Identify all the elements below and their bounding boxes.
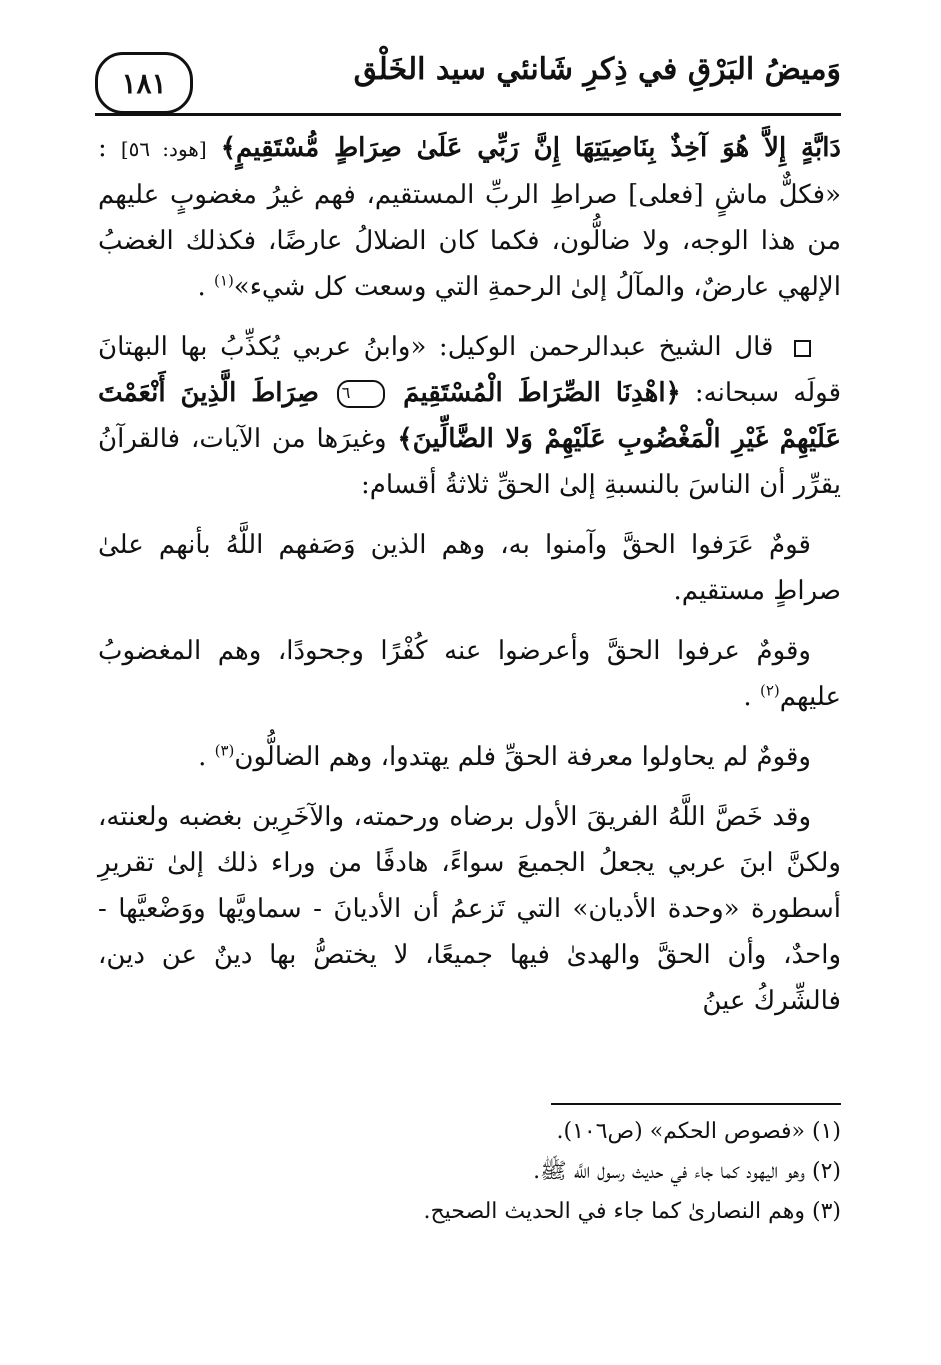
footnotes: [98, 1112, 841, 1232]
quran-verse: ﴿اهْدِنَا الصِّرَاطَ الْمُسْتَقِيمَ: [403, 378, 681, 408]
paragraph-5: [98, 734, 841, 780]
paragraph-text: : «فكلٌّ ماشٍ [فعلى] صراطِ الربِّ المستقيم، فهم غيرُ مغضوبٍ عليهم من هذا الوجه، ولا ضالُّون، فكما كان الضلالُ عارضًا، فكذلك الغضبُ الإلهي عارضٌ، والمآلُ إلىٰ الرحمةِ التي وسعت كل شيء»: [98, 133, 841, 302]
verse-reference: [هود: ٥٦]: [120, 137, 207, 161]
header-rule: [95, 113, 841, 116]
paragraph-2: [98, 324, 841, 508]
paragraph-4: [98, 628, 841, 720]
main-text: [98, 125, 841, 1038]
ayah-number-marker: ٦: [337, 380, 385, 408]
footnote: (١) «فصوص الحكم» (ص١٠٦).: [556, 1119, 841, 1144]
footnote: (٢) وهو اليهود كما جاء في حديث رسول اللَّه ﷺ.: [533, 1159, 841, 1184]
footnote-marker: (٢): [759, 681, 780, 700]
paragraph-end: .: [197, 272, 215, 302]
paragraph-text: وغيرَها من الآيات، فالقرآنُ يقرِّر أن الناسَ بالنسبةِ إلىٰ الحقِّ ثلاثةُ أقسام:: [98, 424, 841, 500]
paragraph-text: وقومٌ عرفوا الحقَّ وأعرضوا عنه كُفْرًا وجحودًا، وهم المغضوبُ عليهم: [98, 636, 841, 712]
quran-verse: دَابَّةٍ إِلاَّ هُوَ آخِذٌ بِنَاصِيَتِهَا إِنَّ رَبِّي عَلَىٰ صِرَاطٍ مُّسْتَقِيمٍ﴾: [220, 133, 842, 163]
footnote-rule: [551, 1103, 841, 1105]
paragraph-text: وقومٌ لم يحاولوا معرفة الحقِّ فلم يهتدوا، وهم الضالُّون: [234, 742, 811, 772]
paragraph-3: قومٌ عَرَفوا الحقَّ وآمنوا به، وهم الذين وَصَفهم اللَّهُ بأنهم علىٰ صراطٍ مستقيم.: [98, 530, 841, 606]
running-title: وَميضُ البَرْقِ في ذِكرِ شَانئي سيد الخَلْق: [353, 52, 841, 87]
paragraph-1: [98, 125, 841, 310]
footnote-marker: (٣): [214, 741, 235, 760]
page-number: ١٨١: [95, 52, 193, 114]
paragraph-end: .: [743, 682, 760, 712]
footnote: (٣) وهم النصارىٰ كما جاء في الحديث الصحيح.: [423, 1199, 841, 1224]
footnote-marker: (١): [214, 271, 234, 290]
page-header: [95, 40, 841, 120]
paragraph-end: .: [198, 742, 215, 772]
square-bullet-icon: [794, 340, 811, 357]
quran-verse: صِرَاطَ الَّذِينَ أَنْعَمْتَ عَلَيْهِمْ غَيْرِ الْمَغْضُوبِ عَلَيْهِمْ وَلا الضَّالِّينَ﴾: [98, 378, 842, 454]
paragraph-text: قال الشيخ عبدالرحمن الوكيل: «وابنُ عربي يُكذِّبُ بها البهتانَ قولَه سبحانه:: [98, 332, 842, 408]
paragraph-6: وقد خَصَّ اللَّهُ الفريقَ الأول برضاه ورحمته، والآخَرِين بغضبه ولعنته، ولكنَّ ابنَ عربي يجعلُ الجميعَ سواءً، هادفًا من وراء ذلك إلىٰ تقريرِ أسطورة «وحدة الأديان» التي تَزعمُ أن الأديانَ - سماويَّها ووَضْعيَّها - واحدٌ، وأن الحقَّ والهدىٰ فيها جميعًا، لا يختصُّ بها دينٌ عن دين، فالشِّركُ عينُ: [98, 802, 841, 1016]
